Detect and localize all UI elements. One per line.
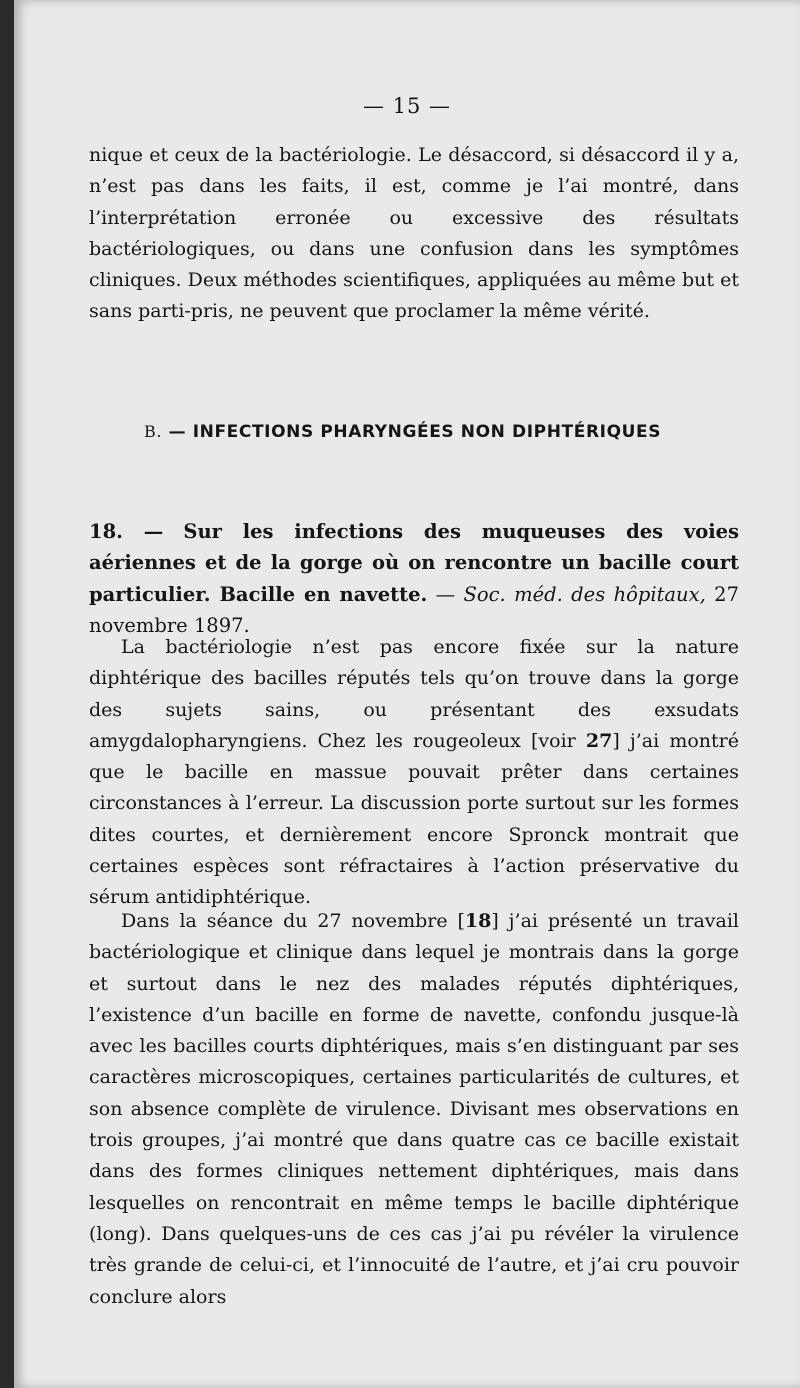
section-title: — INFECTIONS PHARYNGÉES NON DIPHTÉRIQUES bbox=[168, 422, 662, 442]
entry-date: 27 novembre 1897. bbox=[89, 582, 739, 637]
paragraph-text bbox=[89, 632, 739, 914]
paragraph-text-part: ] j’ai montré que le bacille en massue pouvait prêter dans certaines circonstances à l’erreur. La discussion porte surtout sur les formes dites courtes, et dernièrement encore Spronck montrait que certaines espèces sont réfractaires à l’action préservative du sérum antidiphtérique. bbox=[89, 729, 739, 909]
entry-dash: — bbox=[427, 582, 464, 606]
entry-journal: Soc. méd. des hôpitaux, bbox=[463, 582, 706, 606]
paragraph-text-part: Dans la séance du 27 novembre [ bbox=[121, 910, 465, 932]
paragraph-text bbox=[89, 906, 739, 1313]
reference-number: 18 bbox=[464, 910, 492, 932]
paragraph-bacteriology bbox=[89, 632, 739, 914]
paragraph-text-part: La bactériologie n’est pas encore fixée sur la nature diphtérique des bacilles réputés tels qu’on trouve dans la gorge des sujets sains, ou présentant des exsudats amygdalopharyngiens. Chez les rougeoleux [voir bbox=[89, 636, 739, 752]
entry-number: 18. — bbox=[89, 520, 164, 543]
entry-title: Sur les infections des muqueuses des voies aériennes et de la gorge où on rencontre un bacille court particulier. Bacille en navette. bbox=[89, 520, 740, 606]
section-heading bbox=[144, 422, 744, 442]
paragraph-text: nique et ceux de la bactériologie. Le désaccord, si désaccord il y a, n’est pas dans les faits, il est, comme je l’ai montré, dans l’interprétation erronée ou excessive des résultats bactériologiques, ou dans une confusion dans les symptômes cliniques. Deux méthodes scientifiques, appliquées au même but et sans parti-pris, ne peuvent que proclamer la même vérité. bbox=[89, 144, 739, 323]
paragraph-seance bbox=[89, 906, 739, 1313]
reference-number: 27 bbox=[585, 729, 613, 752]
section-letter: B. bbox=[144, 422, 163, 441]
page-number: — 15 — bbox=[362, 94, 452, 118]
paragraph-continuation bbox=[89, 140, 739, 328]
document-page bbox=[14, 0, 800, 1388]
paragraph-text-part: ] j’ai présenté un travail bactériologique et clinique dans lequel je montrais dans la gorge et surtout dans le nez des malades réputés diphtériques, l’existence d’un bacille en forme de navette, confondu jusque-là avec les bacilles courts diphtériques, mais s’en distinguant par ses caractères microscopiques, certaines particularités de cultures, et son absence complète de virulence. Divisant mes observations en trois groupes, j’ai montré que dans quatre cas ce bacille existait dans des formes cliniques nettement diphtériques, mais dans lesquelles on rencontrait en même temps le bacille diphtérique (long). Dans quelques-uns de ces cas j’ai pu révéler la virulence très grande de celui-ci, et l’innocuité de l’autre, et j’ai cru pouvoir conclure alors bbox=[89, 910, 739, 1308]
bibliography-entry bbox=[89, 516, 739, 641]
